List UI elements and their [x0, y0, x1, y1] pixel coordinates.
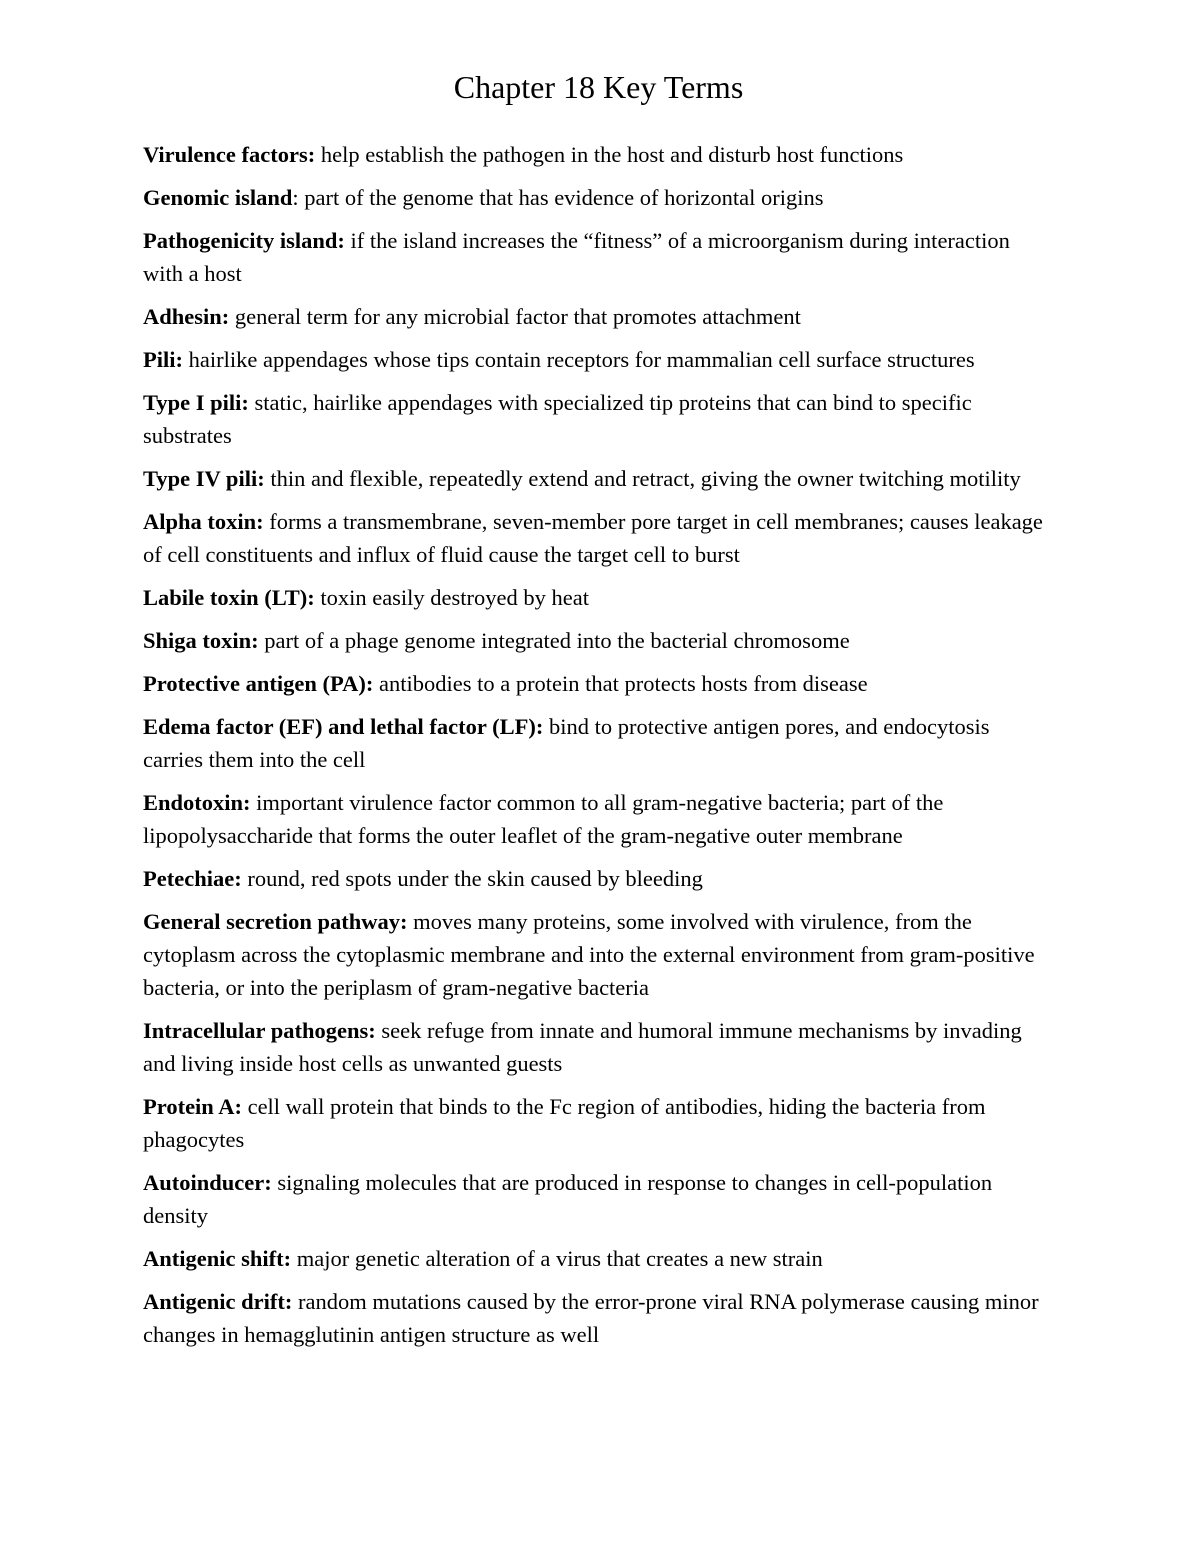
page-title: Chapter 18 Key Terms [453, 69, 744, 105]
term-label: Shiga toxin: [143, 628, 259, 653]
term-label: Type I pili: [143, 390, 249, 415]
term-definition-text: bind to protective antigen pores, and endocytosis carries them into the cell [143, 714, 990, 772]
term-item [143, 1285, 1052, 1351]
term-definition-text: toxin easily destroyed by heat [314, 585, 590, 610]
term-definition-text: part of a phage genome integrated into the bacterial chromosome [258, 628, 850, 653]
term-item [143, 862, 1052, 895]
term-item [143, 624, 1052, 657]
term-definition-text: major genetic alteration of a virus that creates a new strain [291, 1246, 823, 1271]
term-definition-text: : part of the genome that has evidence of horizontal origins [292, 185, 824, 210]
term-label: Intracellular pathogens: [143, 1018, 376, 1043]
term-definition-text: static, hairlike appendages with specialized tip proteins that can bind to specific substrates [143, 390, 972, 448]
term-label: Genomic island [143, 185, 293, 210]
term-item [143, 786, 1052, 852]
term-definition-text: antibodies to a protein that protects hosts from disease [373, 671, 868, 696]
term-label: Alpha toxin: [143, 509, 264, 534]
term-label: Petechiae: [143, 866, 242, 891]
term-item [143, 905, 1052, 1004]
term-label: Autoinducer: [143, 1170, 272, 1195]
term-label: Virulence factors: [143, 142, 316, 167]
term-definition-text: moves many proteins, some involved with virulence, from the cytoplasm across the cytoplasmic membrane and into the external environment from gram-positive bacteria, or into the periplasm of gram-negative bacteria [143, 909, 1035, 1000]
term-item [143, 343, 1052, 376]
term-item [143, 462, 1052, 495]
term-label: Type IV pili: [143, 466, 265, 491]
term-item [143, 1166, 1052, 1232]
term-item [143, 300, 1052, 333]
term-definition-text: hairlike appendages whose tips contain receptors for mammalian cell surface structures [183, 347, 975, 372]
term-label: Pathogenicity island: [143, 228, 345, 253]
term-item [143, 181, 1052, 214]
term-item [143, 224, 1052, 290]
term-item [143, 1242, 1052, 1275]
term-definition-text: help establish the pathogen in the host and disturb host functions [315, 142, 904, 167]
term-label: Adhesin: [143, 304, 230, 329]
term-definition-text: if the island increases the “fitness” of a microorganism during interaction with a host [143, 228, 1010, 286]
term-label: General secretion pathway: [143, 909, 408, 934]
term-item [143, 1014, 1052, 1080]
term-label: Antigenic drift: [143, 1289, 293, 1314]
term-label: Antigenic shift: [143, 1246, 292, 1271]
term-label: Pili: [143, 347, 183, 372]
term-item [143, 710, 1052, 776]
term-definition-text: forms a transmembrane, seven-member pore target in cell membranes; causes leakage of cell constituents and influx of fluid cause the target cell to burst [143, 509, 1043, 567]
term-label: Endotoxin: [143, 790, 251, 815]
term-definition-text: seek refuge from innate and humoral immune mechanisms by invading and living inside host cells as unwanted guests [143, 1018, 1022, 1076]
term-definition-text: thin and flexible, repeatedly extend and retract, giving the owner twitching motility [264, 466, 1021, 491]
term-definition-text: important virulence factor common to all gram-negative bacteria; part of the lipopolysaccharide that forms the outer leaflet of the gram-negative outer membrane [143, 790, 944, 848]
term-item [143, 138, 1052, 171]
term-label: Protein A: [143, 1094, 242, 1119]
term-label: Labile toxin (LT): [143, 585, 315, 610]
term-item [143, 386, 1052, 452]
term-item [143, 1090, 1052, 1156]
term-label: Protective antigen (PA): [143, 671, 374, 696]
term-definition-text: round, red spots under the skin caused by bleeding [241, 866, 703, 891]
term-definition-text: signaling molecules that are produced in response to changes in cell-population density [143, 1170, 993, 1228]
term-list [143, 138, 1052, 1351]
term-definition-text: cell wall protein that binds to the Fc region of antibodies, hiding the bacteria from phagocytes [143, 1094, 986, 1152]
term-item [143, 667, 1052, 700]
term-definition-text: random mutations caused by the error-prone viral RNA polymerase causing minor changes in hemagglutinin antigen structure as well [143, 1289, 1039, 1347]
term-item [143, 505, 1052, 571]
term-label: Edema factor (EF) and lethal factor (LF): [143, 714, 544, 739]
term-item [143, 581, 1052, 614]
term-definition-text: general term for any microbial factor that promotes attachment [229, 304, 801, 329]
